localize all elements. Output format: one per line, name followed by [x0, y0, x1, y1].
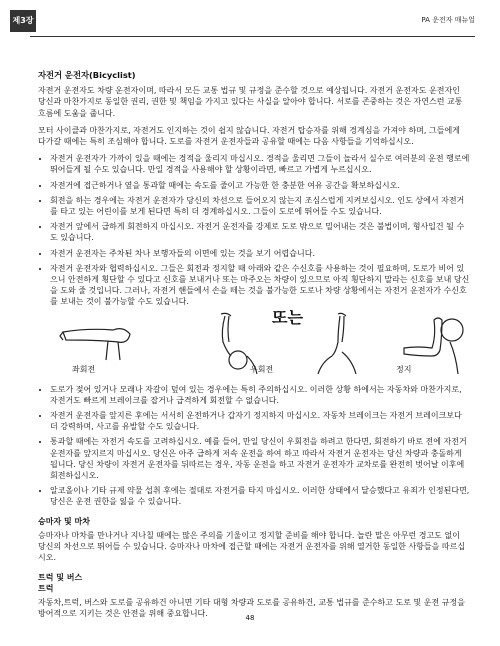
bicycle-tips-list	[38, 153, 470, 307]
right-turn-signal-drawing	[308, 312, 368, 374]
list-item: • 자전거 운전자는 주차된 차나 보행자들의 이면에 있는 것을 보기 어렵습니다.	[50, 248, 470, 259]
list-item: • 회전을 하는 경우에는 자전거 운전자가 당신의 차선으로 들어오지 않는지 조심스럽게 지켜보십시오. 인도 상에서 자전거를 타고 있는 어린이를 보게 된다면 특히 더 경계하십시오. 그들이 도로에 뛰어들 수도 있습니다.	[50, 195, 470, 217]
manual-title: PA 운전자 매뉴얼	[421, 16, 475, 24]
left-turn-signal-drawing	[58, 312, 138, 362]
or-label: 또는	[272, 307, 303, 327]
bicycle-paragraph-1: 자전거 운전자도 차량 운전자이며, 따라서 모든 교통 법규 및 규정을 준수할 것으로 예상됩니다. 자전거 운전자도 운전자인 당신과 마찬가지로 동일한 권리, 권한 및 책임을 가지고 있다는 사실을 알아야 합니다. 서로를 존중하는 것은 자연스런 교통 흐름에 도움을 줍니다.	[38, 86, 463, 118]
list-item: • 도로가 젖어 있거나 모래나 자갈이 덮여 있는 경우에는 특히 주의하십시오. 이러한 상황 하에서는 자동차와 마찬가지로, 자전거도 빠르게 브레이크를 잡거나 급격하게 회전할 수 없습니다.	[50, 384, 470, 406]
list-item: • 자전거 운전자를 앞지른 후에는 서서히 운전하거나 갑자기 정지하지 마십시오. 자동차 브레이크는 자전거 브레이크보다 더 강력하며, 사고를 유발할 수도 있습니다.	[50, 410, 470, 432]
horse-heading: 승마자 및 마차	[38, 516, 90, 526]
horse-paragraph: 승마자나 마차를 만나거나 지나칠 때에는 많은 주의를 기울이고 정지할 준비를 해야 합니다. 놀란 말은 아무런 경고도 없이 당신의 차선으로 뛰어들 수 있습니다. 승마자나 마차에 접근할 때에는 자전거 운전자를 위해 열거한 동일한 사항들을 따르십시오.	[38, 530, 466, 563]
list-item: • 자전거 운전자와 협력하십시오. 그들은 회전과 정지할 때 아래와 같은 수신호를 사용하는 것이 필요하며, 도로가 비어 있으니 안전하게 횡단할 수 있다고 신호를 보내거나 또는 마주오는 차량이 있으므로 아직 횡단하지 말라는 신호를 보내 당신을 도와 줄 것입니다. 그러나, 자전거 핸들에서 손을 떼는 것을 불가능한 도로나 차량 상황에서는 자전거 운전자가 수신호를 보내는 것이 불가능할 수도 있습니다.	[50, 263, 470, 308]
list-item: • 통과할 때에는 자전거 속도를 고려하십시오. 예를 들어, 만일 당신이 우회전을 하려고 한다면, 회전하기 바로 전에 자전거 운전자를 앞지르지 마십시오. 당신은 아주 급하게 저속 운전을 하여 하고 따라서 자전거 운전자는 당신 차량과 충돌하게 됩니다. 당신 차량이 자전거 운전자를 뒤따르는 경우, 자동 운전을 하고 자전거 운전자가 교차로를 완전히 벗어날 이후에 회전하십시오.	[50, 436, 470, 481]
bicycle-heading: 자전거 운전자(Bicyclist)	[38, 70, 136, 80]
left-turn-caption: 좌회전	[72, 364, 96, 374]
truck-heading: 트럭 및 버스	[38, 572, 83, 582]
page-number: 48	[245, 614, 255, 622]
stop-caption: 정지	[396, 364, 412, 374]
list-item: • 자전거 앞에서 급하게 회전하지 마십시오. 자전거 운전자를 강제로 도로 밖으로 밀어내는 것은 불법이며, 형사입건 될 수도 있습니다.	[50, 221, 470, 243]
bicycle-tips-list-2	[38, 384, 470, 508]
list-item: • 알코올이나 기타 규제 약물 섭취 후에는 절대로 자전거를 타지 마십시오. 이러한 상태에서 달승했다고 유죄가 인정된다면, 당신은 운전 권한을 잃을 수 있습니다.	[50, 485, 470, 507]
bicycle-paragraph-2: 모터 사이클과 마찬가지로, 자전거도 인지하는 것이 쉽지 않습니다. 자전거 탑승자를 위해 경계심을 가져야 하며, 그들에게 다가갈 때에는 특히 조심해야 합니다. 도로를 자전거 운전자들과 공유할 때에는 다음 사항들을 기억하십시오.	[38, 125, 460, 147]
truck-subheading: 트럭	[38, 583, 54, 593]
page-header	[0, 10, 500, 32]
header-rule	[30, 36, 475, 37]
truck-paragraph: 자동차,트럭, 버스와 도로를 공유하건 아니면 기타 대형 차량과 도로를 공유하건, 교통 법규를 준수하고 도로 및 운전 규정을 방어적으로 지키는 것은 안전을 위해 중요합니다.	[38, 597, 465, 619]
main-content	[38, 70, 470, 625]
right-turn-caption: 우회전	[250, 364, 274, 374]
list-item: • 자전거 운전자가 가까이 있을 때에는 경적을 울리지 마십시오. 경적을 울리면 그들이 놀라서 실수로 여러분의 운전 행로에 뛰어들게 될 수도 있습니다. 만일 경적을 사용해야 할 상황이라면, 빠르고 가볍게 누르십시오.	[50, 153, 470, 175]
hand-signals-figure	[38, 307, 470, 378]
list-item: • 자전거에 접근하거나 옆을 통과할 때에는 속도를 줄이고 가능한 한 충분한 여유 공간을 확보하십시오.	[50, 180, 470, 191]
chapter-tab: 제3장	[10, 10, 36, 32]
